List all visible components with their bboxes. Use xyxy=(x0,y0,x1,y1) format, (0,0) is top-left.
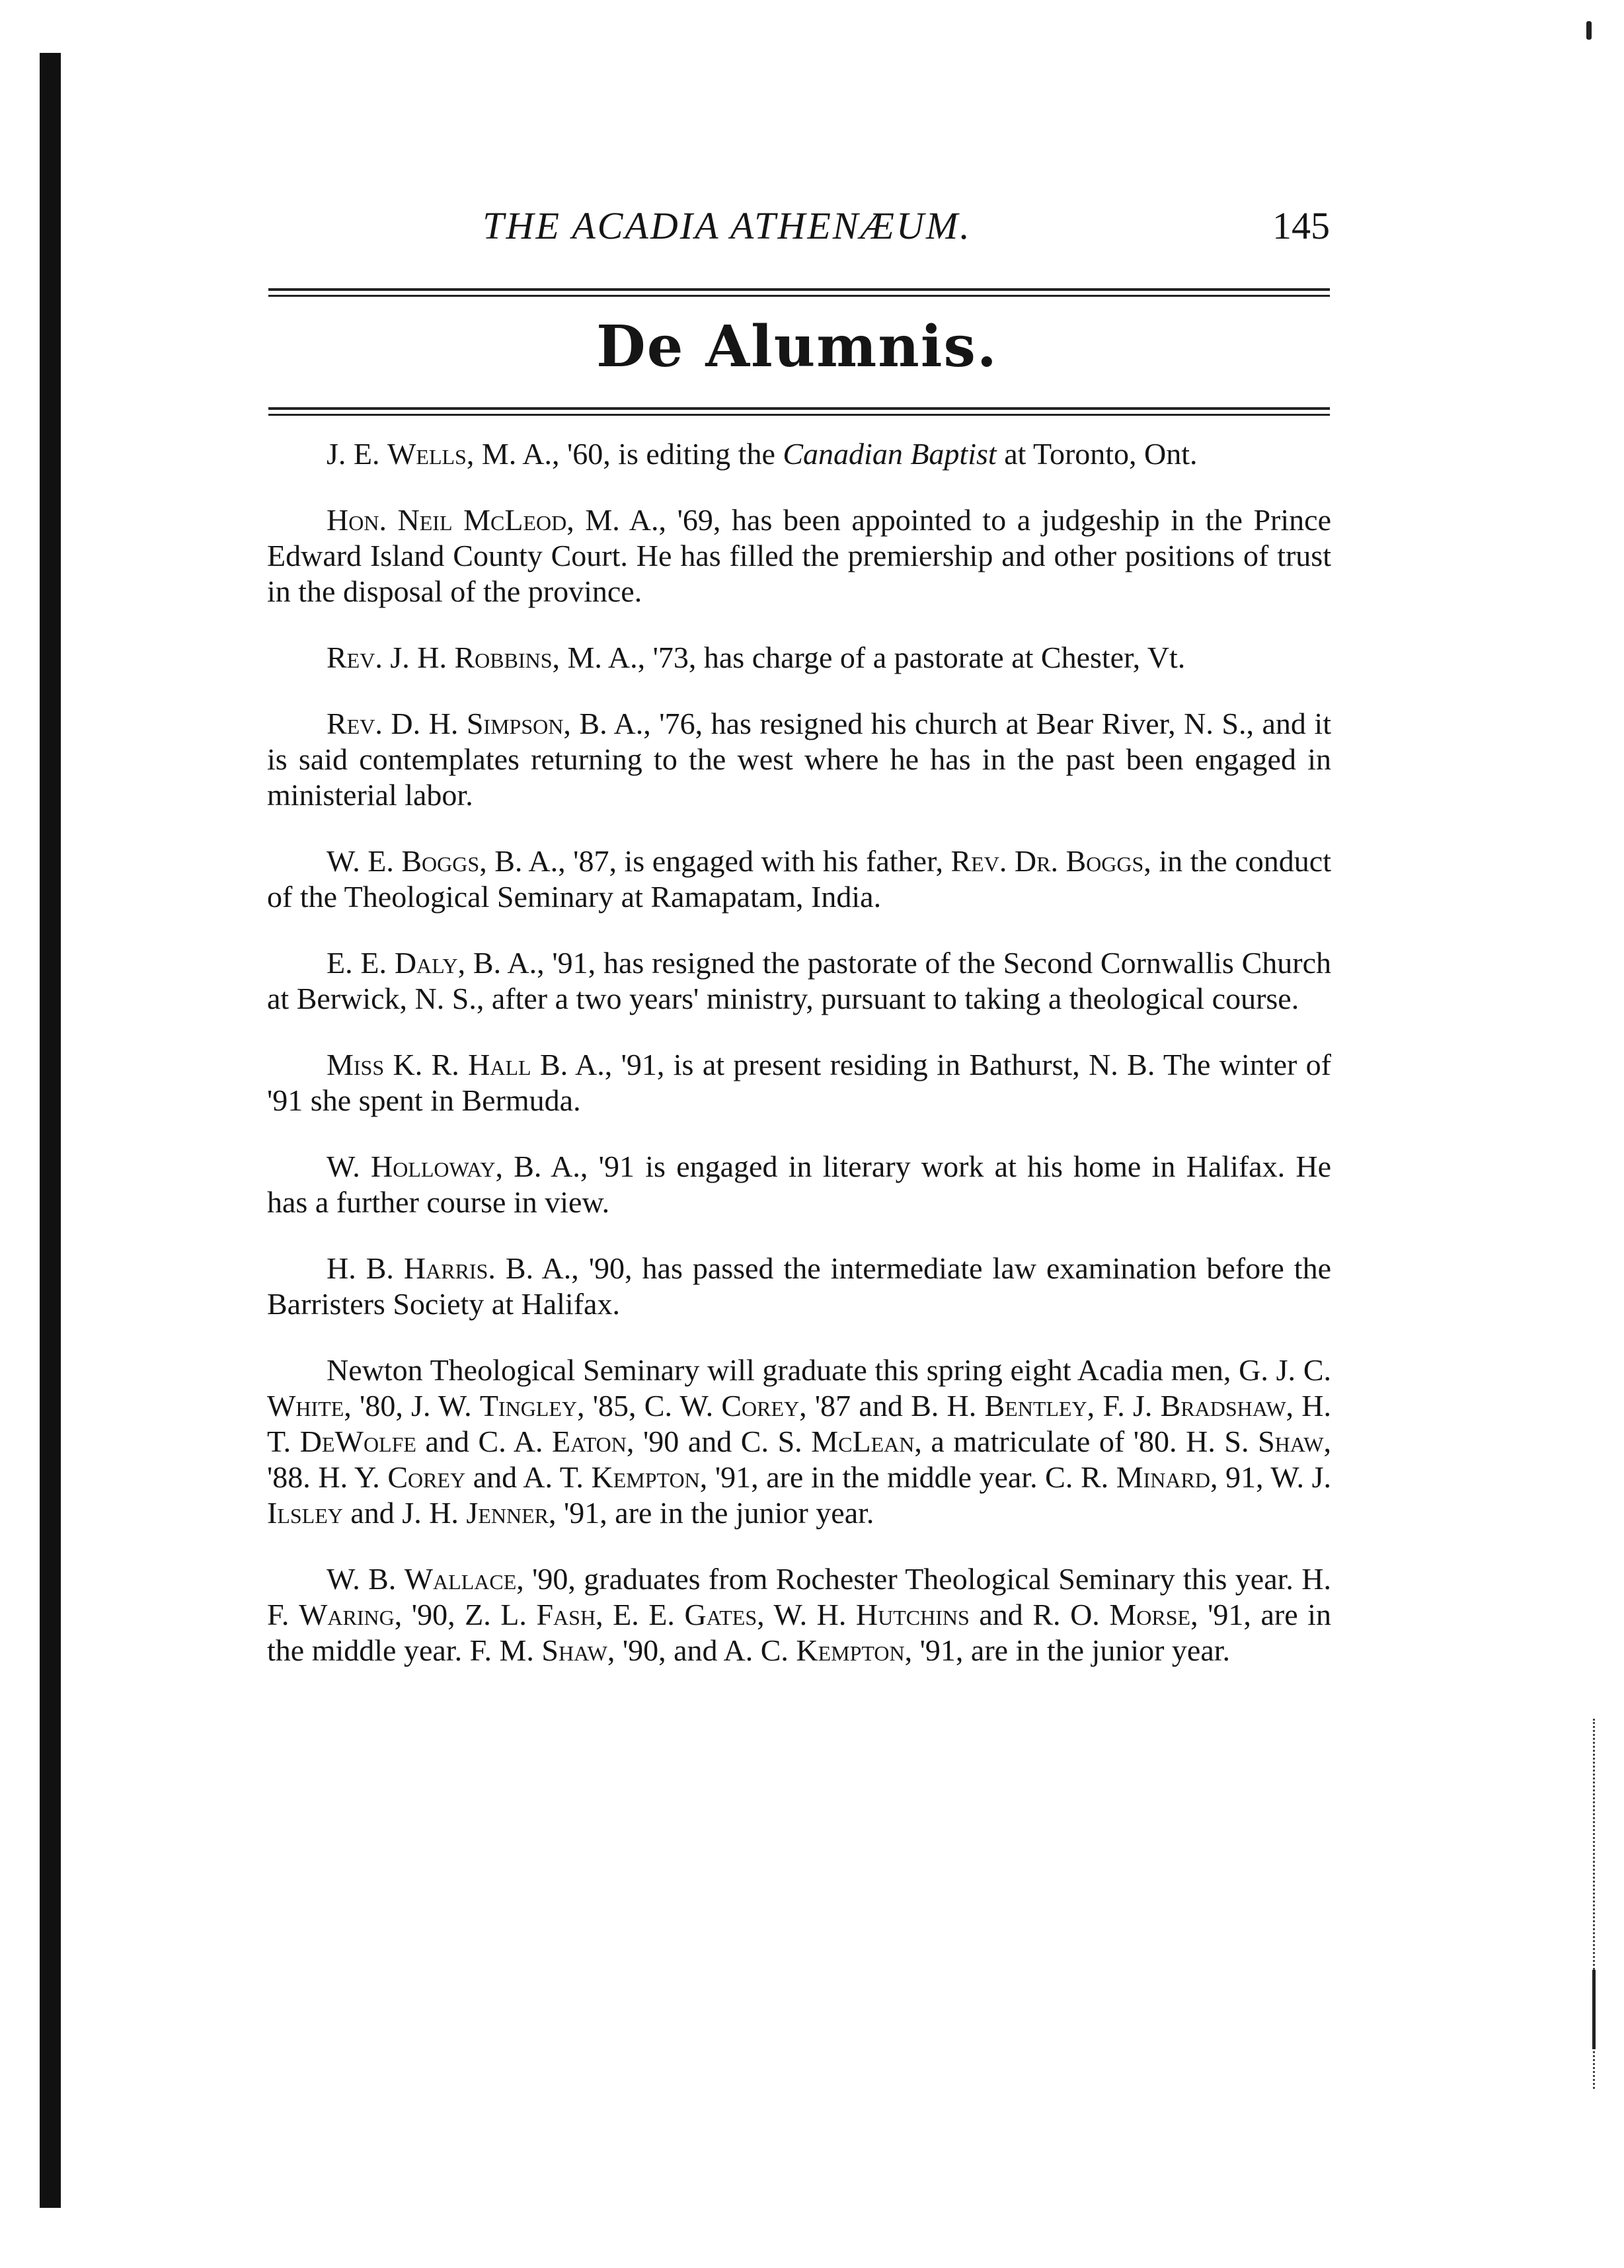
alumni-entry: W. B. Wallace, '90, graduates from Rochester Theological Seminary this year. H. F. Waring, '90, Z. L. Fash, E. E. Gates, W. H. Hutchins and R. O. Morse, '91, are in the middle year. F. M. Shaw, '90, and A. C. Kempton, '91, are in the junior year. xyxy=(267,1562,1331,1667)
alumni-entry: Rev. D. H. Simpson, B. A., '76, has resigned his church at Bear River, N. S., and it is said contemplates returning to the west where he has in the past been engaged in ministerial labor. xyxy=(267,707,1331,812)
corner-mark xyxy=(1586,21,1592,40)
running-title: THE ACADIA ATHENÆUM. xyxy=(483,204,972,247)
heading-rule-bottom xyxy=(268,407,1330,419)
alumni-entry: J. E. Wells, M. A., '60, is editing the Canadian Baptist at Toronto, Ont. xyxy=(327,437,1198,471)
section-heading: De Alumnis. xyxy=(596,313,998,380)
alumni-entry: E. E. Daly, B. A., '91, has resigned the pastorate of the Second Cornwallis Church at Berwick, N. S., after a two years' ministry, pursuant to taking a theological course. xyxy=(267,946,1331,1015)
margin-marks xyxy=(1593,1719,1599,2089)
alumni-entry: Miss K. R. Hall B. A., '91, is at present residing in Bathurst, N. B. The winter of '91 she spent in Bermuda. xyxy=(267,1048,1331,1117)
alumni-entry: H. B. Harris. B. A., '90, has passed the intermediate law examination before the Barristers Society at Halifax. xyxy=(267,1251,1331,1321)
alumni-entry: W. E. Boggs, B. A., '87, is engaged with his father, Rev. Dr. Boggs, in the conduct of the Theological Seminary at Ramapatam, India. xyxy=(267,844,1332,914)
binding-edge xyxy=(40,53,61,2208)
page-number: 145 xyxy=(1272,204,1330,247)
heading-rule-top xyxy=(268,288,1330,300)
alumni-entry: Hon. Neil McLeod, M. A., '69, has been appointed to a judgeship in the Prince Edward Island County Court. He has filled the premiership and other positions of trust in the disposal of the province. xyxy=(267,503,1331,608)
alumni-notes xyxy=(267,436,1331,1699)
alumni-entry: W. Holloway, B. A., '91 is engaged in literary work at his home in Halifax. He has a further course in view. xyxy=(267,1150,1332,1219)
alumni-entry: Newton Theological Seminary will graduate this spring eight Acadia men, G. J. C. White, '80, J. W. Tingley, '85, C. W. Corey, '87 and B. H. Bentley, F. J. Bradshaw, H. T. DeWolfe and C. A. Eaton, '90 and C. S. McLean, a matriculate of '80. H. S. Shaw, '88. H. Y. Corey and A. T. Kempton, '91, are in the middle year. C. R. Minard, 91, W. J. Ilsley and J. H. Jenner, '91, are in the junior year. xyxy=(267,1353,1332,1530)
alumni-entry: Rev. J. H. Robbins, M. A., '73, has charge of a pastorate at Chester, Vt. xyxy=(327,641,1186,674)
page-header xyxy=(264,204,1330,256)
